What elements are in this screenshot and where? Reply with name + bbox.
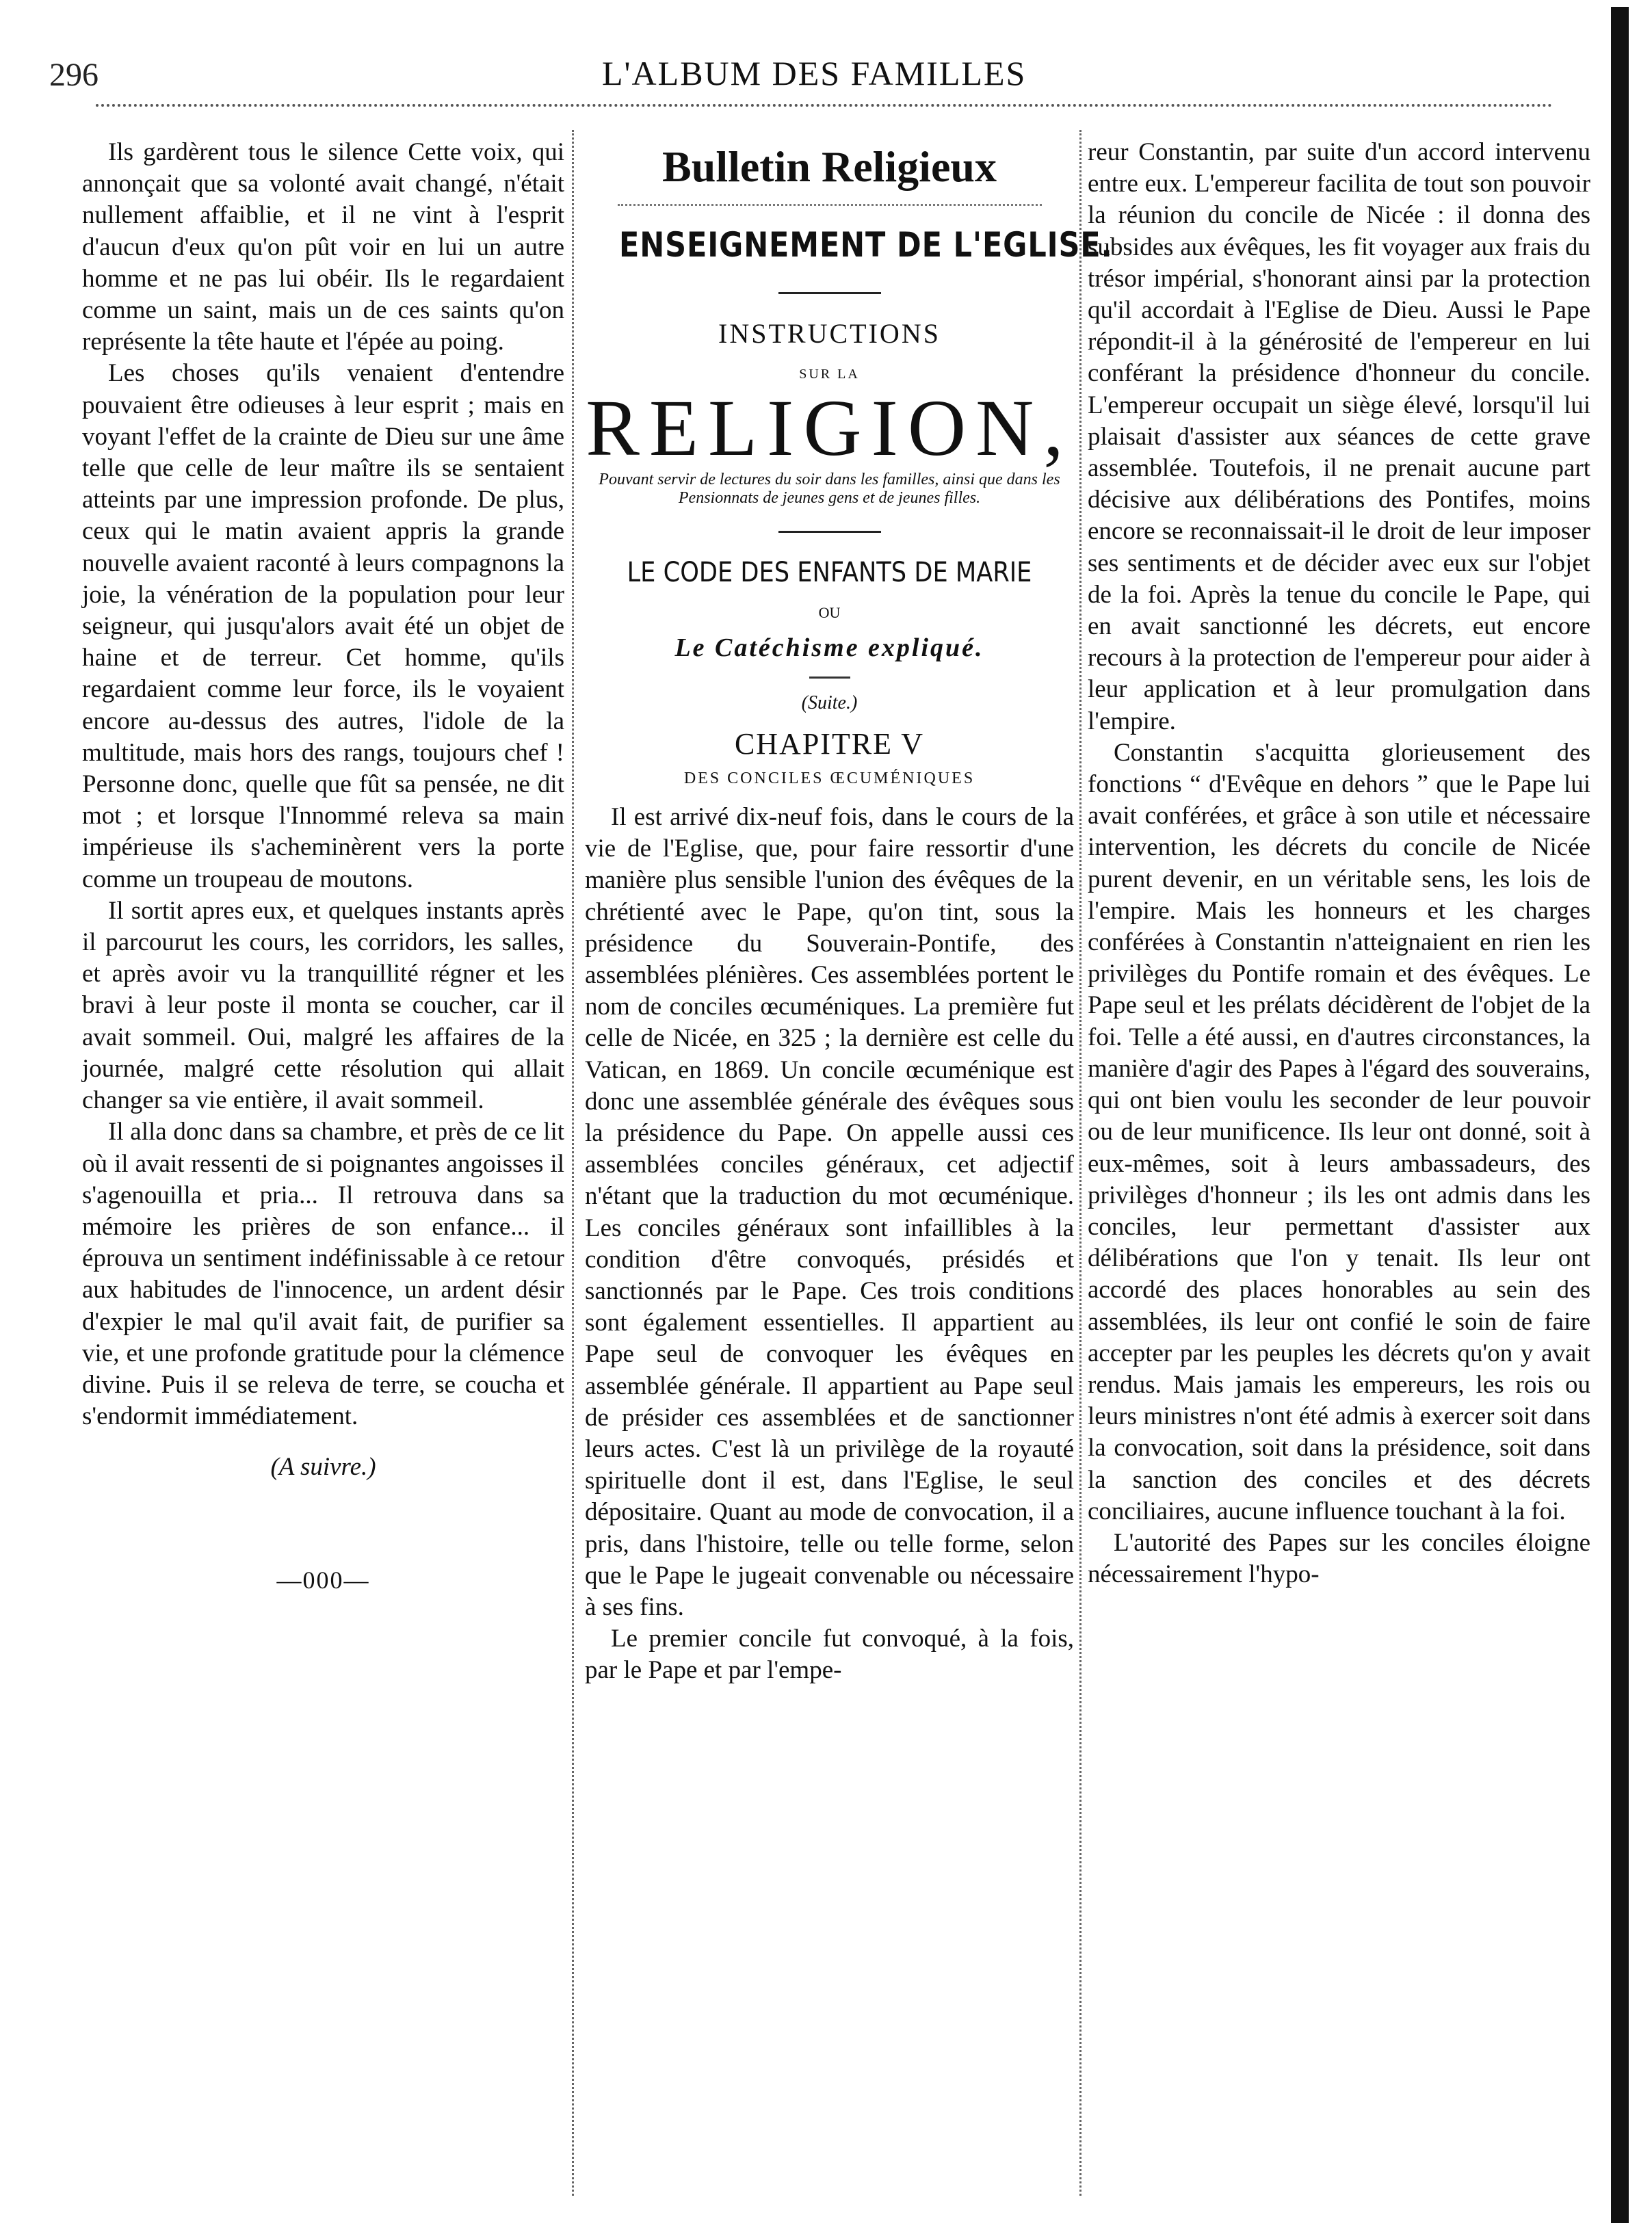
paragraph: Ils gardèrent tous le silence Cette voix, qui annonçait que sa volonté avait changé, n'était nullement affaiblie, et il ne vint à l'esprit d'aucun d'eux qu'on pût voir en lui un autre homme et ne pas lui obéir. Ils le regardaient comme un saint, mais un de ces saints qu'on représente la tête haute et l'épée au poing.: [82, 138, 564, 356]
short-rule: [778, 292, 881, 294]
ou: OU: [818, 604, 841, 621]
paragraph: Constantin s'acquitta glorieusement des fonctions “ d'Evêque en dehors ” que le Pape lui avait conférées, et grâce à son utile et nécessaire intervention, les décrets du concile de Nicée purent devenir, en un véritable sens, les lois de l'empire. Mais les honneurs et les charges conférées à Constantin n'atteignaient en rien les privilèges du Pontife romain et des évêques. Le Pape seul et les prélats décidèrent de l'objet de la foi. Telle a été aussi, en d'autres circonstances, la manière d'agir des Papes à l'égard des souverains, qui ont bien voulu les seconder de leur pouvoir ou de leur munificence. Ils leur ont donné, soit à eux-mêmes, soit à leurs ambassadeurs, des privilèges d'honneur ; ils les ont admis dans les conciles, leur permettant d'assister aux délibérations que l'on y tenait. Ils leur ont accordé des places honorables au sein des assemblées, ils leur ont confié le soin de faire accepter par les peuples les décrets qu'on y avait rendus. Mais jamais les empereurs, les rois ou leurs ministres n'ont été admis à exercer soit dans la convocation, soit dans la présidence, soit dans la sanction des conciles et des décrets conciliaires, aucune influence touchant à la foi.: [1088, 738, 1590, 1525]
column-divider: [1079, 130, 1081, 2196]
paragraph: Il sortit apres eux, et quelques instants après il parcourut les cours, les corridors, les salles, et après avoir vu la tranquillité régner et les bravi à leur poste il monta se coucher, car il avait sommeil. Oui, malgré les affaires de la journée, malgré cette résolution qui allait changer sa vie entière, il avait sommeil.: [82, 896, 564, 1115]
short-rule: [809, 677, 850, 679]
paragraph: Les choses qu'ils venaient d'entendre pouvaient être odieuses à leur esprit ; mais en voyant l'effet de la crainte de Dieu sur une âme telle que celle de leur maître ils se sentaient atteints par une impression profonde. De plus, ceux qui le matin avaient appris la grande nouvelle avaient raconté à leurs compagnons la joie, la vénération de la population pour leur seigneur, qui jusqu'alors avait été un objet de haine et de terreur. Cet homme, qu'ils regardaient comme leur force, ils le voyaient encore au-dessus des autres, l'idole de la multitude, mais hors des rangs, toujours chef ! Personne donc, quelle que fût sa pensée, ne dit mot ; et lorsque l'Innommé releva sa main impérieuse ils s'acheminèrent vers la porte comme un troupeau de moutons.: [82, 359, 564, 893]
paragraph: Il est arrivé dix-neuf fois, dans le cours de la vie de l'Eglise, que, pour faire ressortir d'une manière plus sensible l'union des évêques de la chrétienté avec le Pape, qu'on tint, sous la présidence du Souverain-Pontife, des assemblées plénières. Ces assemblées portent le nom de conciles œcuméniques. La première fut celle de Nicée, en 325 ; la dernière est celle du Vatican, en 1869. Un concile œcuménique est donc une assemblée générale des évêques sous la présidence du Pape. On appelle aussi ces assemblées conciles généraux, cet adjectif n'étant que la traduction du mot œcuménique. Les conciles généraux sont infaillibles à la condition d'être convoqués, présidés et sanctionnés par le Pape. Ces trois conditions sont également essentielles. Il appartient au Pape seul de convoquer les évêques en assemblée générale. Il appartient au Pape seul de présider ces assemblées et de sanctionner leurs actes. C'est là un privilège de la royauté spirituelle dont il est, dans l'Eglise, le seul dépositaire. Quant au mode de convocation, il a pris, dans l'histoire, telle ou telle forme, selon que le Pape le jugeait convenable ou nécessaire à ses fins.: [585, 803, 1074, 1622]
suite: (Suite.): [801, 692, 858, 713]
religion-heading: RELIGION,: [586, 383, 1073, 473]
paragraph: Le premier concile fut convoqué, à la fois, par le Pape et par l'empe-: [585, 1625, 1074, 1685]
running-title: L'ALBUM DES FAMILLES: [602, 54, 1027, 92]
paragraph: L'autorité des Papes sur les conciles éloigne nécessairement l'hypo-: [1088, 1528, 1590, 1589]
catechisme-heading: Le Catéchisme expliqué.: [674, 633, 984, 662]
subtitle: Pouvant servir de lectures du soir dans les familles, ainsi que dans les Pensionnats de jeunes gens et de jeunes filles.: [599, 471, 1060, 507]
column-3: [1088, 137, 1590, 1590]
column-1: [82, 137, 564, 1596]
sur-la: SUR LA: [799, 367, 860, 382]
a-suivre: (A suivre.): [270, 1453, 376, 1482]
column-divider: [572, 130, 574, 2196]
paragraph: reur Constantin, par suite d'un accord intervenu entre eux. L'empereur facilita de tout son pouvoir la réunion du concile de Nicée : il donna des subsides aux évêques, les fit voyager aux frais du trésor impérial, s'honorant ainsi par la protection qu'il accordait à l'Eglise de Dieu. Aussi le Pape répondit-il à la générosité de l'empereur en lui conférant la présidence d'honneur du concile. L'empereur occupait un siège élevé, lorsqu'il lui plaisait d'assister aux séances de cette grave assemblée. Toutefois, il ne prenait aucune part décisive aux délibérations des Pontifes, moins encore se reconnaissait-il le droit de leur imposer ses sentiments et de décider avec eux sur l'objet de la foi. Après la tenue du concile le Pape, qui en avait sanctionné les décrets, eut encore recours à la protection de l'empereur pour aider à leur application et à leur promulgation dans l'empire.: [1088, 138, 1590, 735]
code-title: LE CODE DES ENFANTS DE MARIE: [627, 557, 1032, 588]
section-title: ENSEIGNEMENT DE L'EGLISE.: [619, 225, 1113, 265]
instructions-heading: INSTRUCTIONS: [718, 318, 941, 349]
column-2: [585, 137, 1113, 1687]
short-rule: [778, 531, 881, 533]
dotted-separator: [618, 204, 1042, 206]
paragraph: Il alla donc dans sa chambre, et près de ce lit où il avait ressenti de si poignantes angoisses il s'agenouilla et pria... Il retrouva dans sa mémoire les prières de son enfance... il éprouva un sentiment indéfinissable à ce retour aux habitudes de l'innocence, un ardent désir d'expier le mal qu'il avait fait, de purifier sa vie, et une profonde gratitude pour la clémence divine. Puis il se releva de terre, se coucha et s'endormit immédiatement.: [82, 1118, 564, 1431]
end-mark: —000—: [276, 1566, 370, 1594]
chapter-heading: CHAPITRE V: [734, 727, 925, 761]
bulletin-title: Bulletin Religieux: [662, 142, 997, 191]
header-rule: [96, 104, 1553, 107]
page-edge-shadow: [1611, 7, 1629, 2223]
chapter-subtitle: DES CONCILES ŒCUMÉNIQUES: [683, 770, 975, 787]
page-number: 296: [49, 57, 99, 93]
